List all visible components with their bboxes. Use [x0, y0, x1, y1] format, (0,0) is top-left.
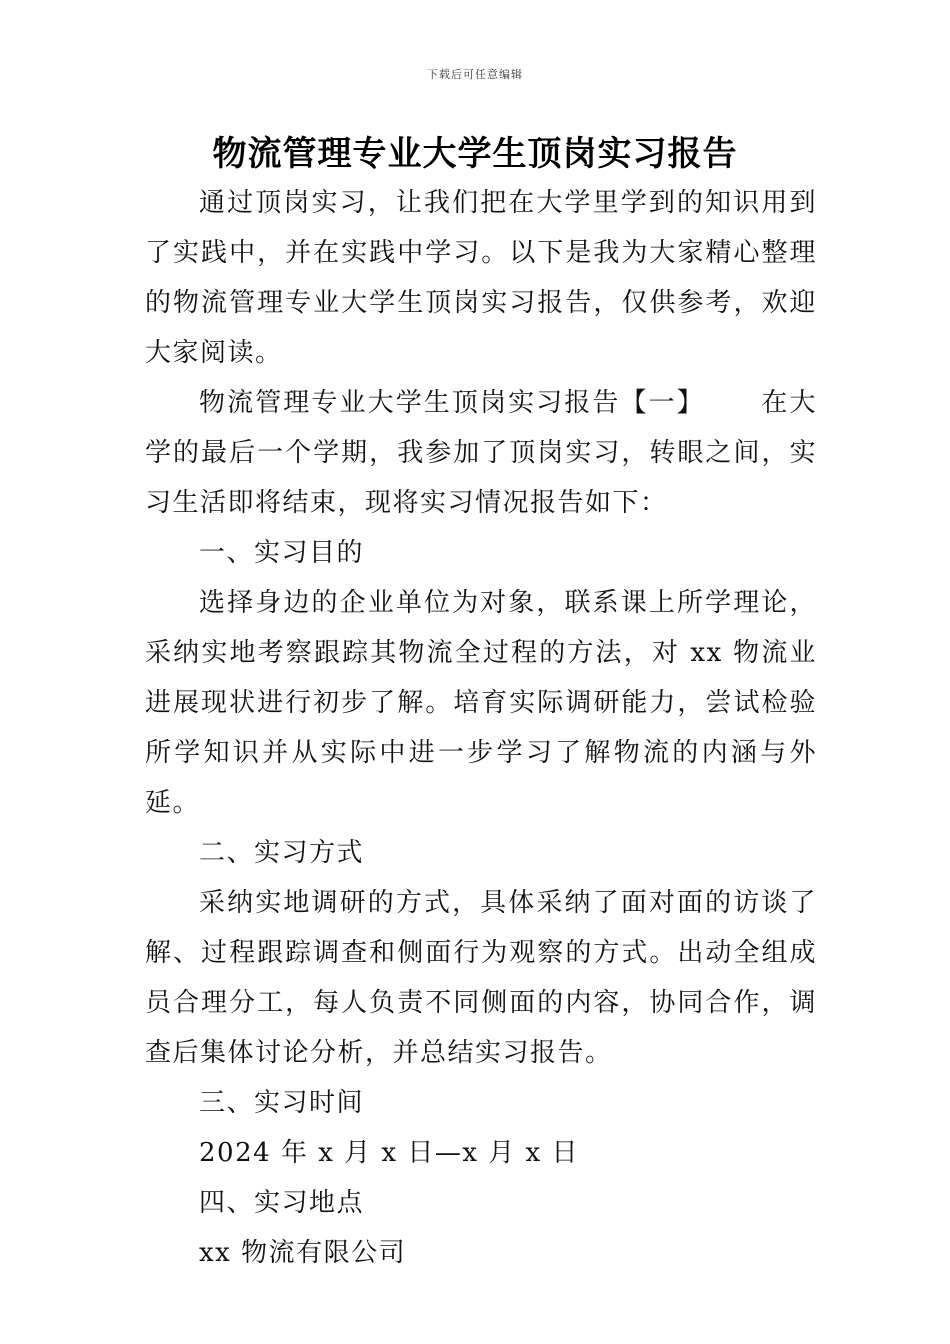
method-heading: 二、实习方式: [199, 838, 365, 868]
section-one-paragraph: [145, 378, 817, 528]
document-body: [145, 178, 817, 1278]
document-title: 物流管理专业大学生顶岗实习报告: [212, 134, 738, 174]
time-heading: 三、实习时间: [199, 1088, 365, 1118]
place-paragraph: xx 物流有限公司: [199, 1238, 407, 1268]
place-heading: 四、实习地点: [199, 1188, 365, 1218]
intro-paragraph: 通过顶岗实习，让我们把在大学里学到的知识用到了实践中，并在实践中学习。以下是我为大家精心整理的物流管理专业大学生顶岗实习报告，仅供参考，欢迎大家阅读。: [145, 188, 817, 368]
purpose-paragraph: 选择身边的企业单位为对象，联系课上所学理论，采纳实地考察跟踪其物流全过程的方法，对 xx 物流业进展现状进行初步了解。培育实际调研能力，尝试检验所学知识并从实际中进一步学习了解物流的内涵与外延。: [145, 588, 817, 818]
purpose-heading: 一、实习目的: [199, 538, 365, 568]
section-one-text: 在大学的最后一个学期，我参加了顶岗实习，转眼之间，实习生活即将结束，现将实习情况报告如下：: [145, 388, 817, 518]
time-paragraph: 2024 年 x 月 x 日—x 月 x 日: [199, 1138, 579, 1168]
method-paragraph: 采纳实地调研的方式，具体采纳了面对面的访谈了解、过程跟踪调查和侧面行为观察的方式。出动全组成员合理分工，每人负责不同侧面的内容，协同合作，调查后集体讨论分析，并总结实习报告。: [145, 888, 817, 1068]
header-note: 下载后可任意编辑: [427, 68, 523, 81]
section-one-heading: 物流管理专业大学生顶岗实习报告【一】: [199, 388, 705, 418]
